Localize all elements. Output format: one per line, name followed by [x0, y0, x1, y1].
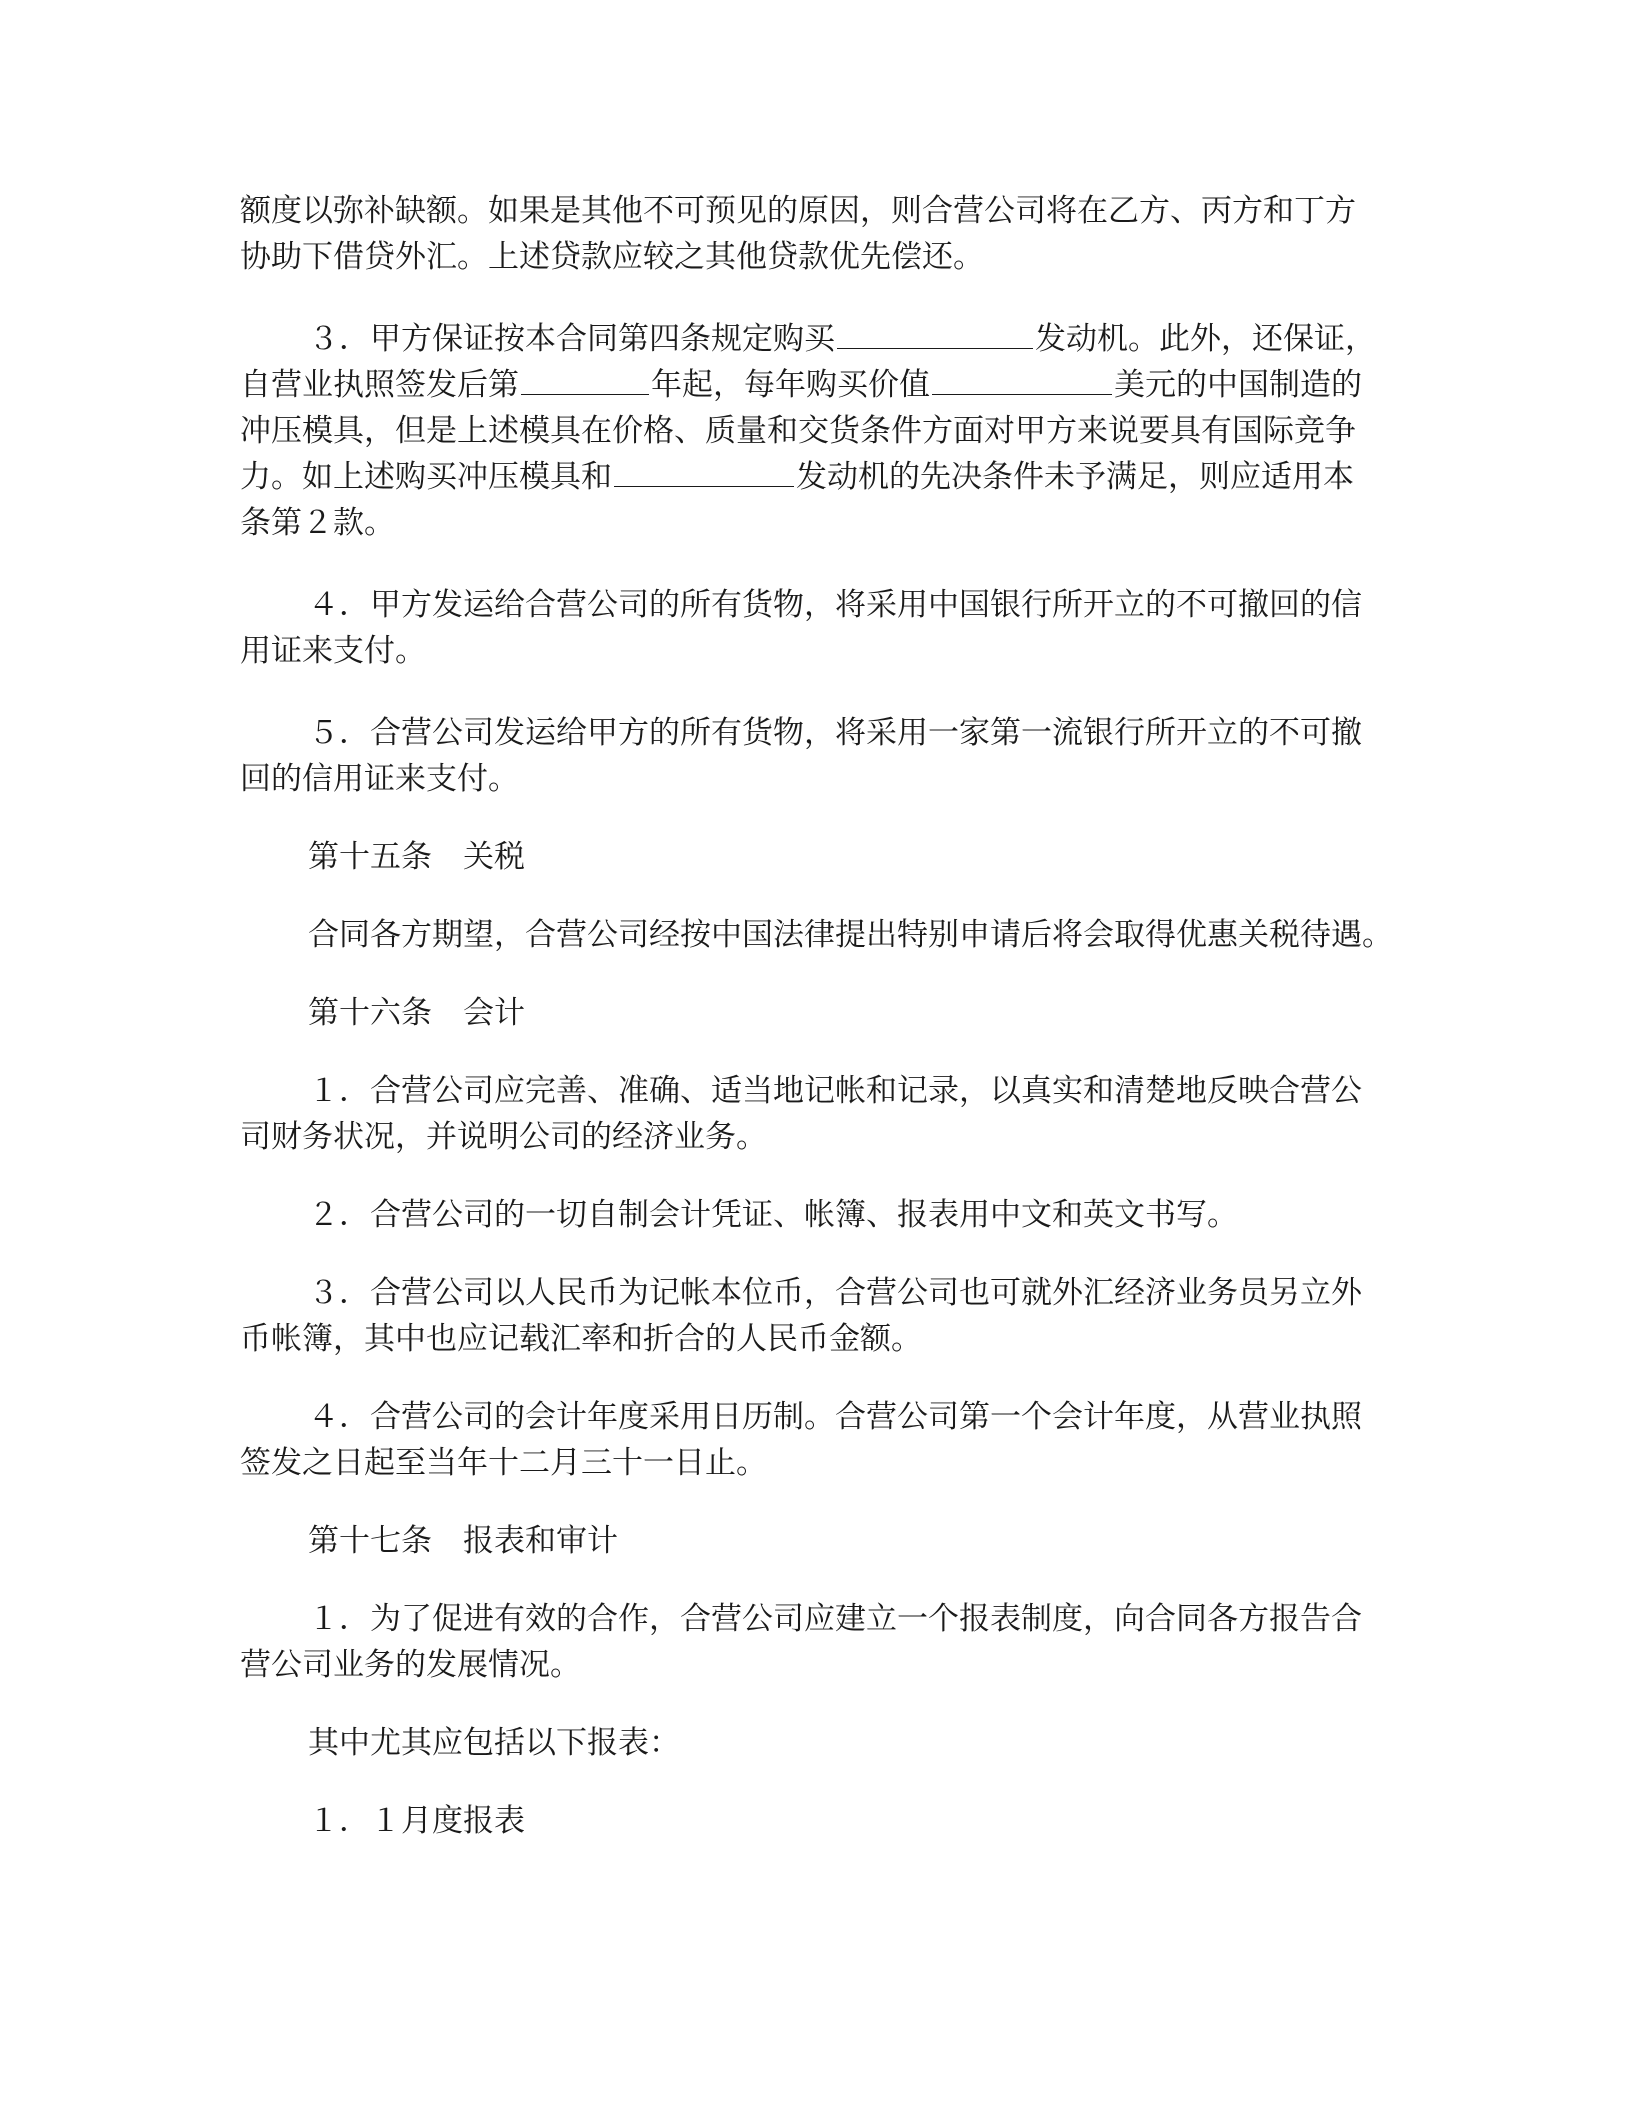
text-line: ２．合营公司的一切自制会计凭证、帐簿、报表用中文和英文书写。 [308, 1197, 1238, 1233]
text-fragment: 自营业执照签发后第 [240, 367, 519, 403]
text-line: 额度以弥补缺额。如果是其他不可预见的原因，则合营公司将在乙方、丙方和丁方 [240, 193, 1356, 229]
document-page [240, 188, 1393, 1844]
paragraph-monthly-report [240, 1798, 1384, 1844]
text-line: 合同各方期望，合营公司经按中国法律提出特别申请后将会取得优惠关税待遇。 [308, 917, 1393, 953]
paragraph-tariff [240, 912, 1393, 958]
heading-text: 第十七条 报表和审计 [308, 1523, 618, 1559]
text-line: ５．合营公司发运给甲方的所有货物，将采用一家第一流银行所开立的不可撤 [308, 715, 1362, 751]
paragraph-reports-list-intro [240, 1720, 1384, 1766]
heading-article-15 [240, 834, 1384, 880]
text-line: 条第２款。 [240, 505, 395, 541]
text-line: 其中尤其应包括以下报表： [308, 1725, 680, 1761]
text-line: ４．合营公司的会计年度采用日历制。合营公司第一个会计年度，从营业执照 [308, 1399, 1362, 1435]
heading-article-16 [240, 990, 1384, 1036]
paragraph-accounting-4 [240, 1394, 1384, 1486]
text-line: 用证来支付。 [240, 633, 426, 669]
heading-text: 第十五条 关税 [308, 839, 525, 875]
text-fragment: 发动机的先决条件未予满足，则应适用本 [796, 459, 1354, 495]
text-line: 营公司业务的发展情况。 [240, 1647, 581, 1683]
heading-article-17 [240, 1518, 1384, 1564]
paragraph-clause-4-shipment [240, 582, 1384, 674]
text-line: 币帐簿，其中也应记载汇率和折合的人民币金额。 [240, 1321, 922, 1357]
text-fragment: 发动机。此外，还保证， [1035, 321, 1376, 357]
fill-in-blank [837, 316, 1033, 349]
text-line: 签发之日起至当年十二月三十一日止。 [240, 1445, 767, 1481]
text-line: １．１月度报表 [308, 1803, 525, 1839]
text-line [240, 316, 1384, 362]
text-fragment: ３．甲方保证按本合同第四条规定购买 [308, 321, 835, 357]
heading-text: 第十六条 会计 [308, 995, 525, 1031]
paragraph-reports-1 [240, 1596, 1384, 1688]
fill-in-blank [521, 362, 649, 395]
paragraph-accounting-2 [240, 1192, 1384, 1238]
paragraph-clause-3-purchase [240, 316, 1384, 546]
text-line: １．合营公司应完善、准确、适当地记帐和记录，以真实和清楚地反映合营公 [308, 1073, 1362, 1109]
text-line: 回的信用证来支付。 [240, 761, 519, 797]
text-line [240, 362, 1384, 408]
text-fragment: 力。如上述购买冲压模具和 [240, 459, 612, 495]
text-line: １．为了促进有效的合作，合营公司应建立一个报表制度，向合同各方报告合 [308, 1601, 1362, 1637]
text-fragment: 美元的中国制造的 [1114, 367, 1362, 403]
fill-in-blank [614, 454, 794, 487]
text-line: 冲压模具，但是上述模具在价格、质量和交货条件方面对甲方来说要具有国际竞争 [240, 413, 1356, 449]
text-line [240, 454, 1384, 500]
paragraph-accounting-1 [240, 1068, 1384, 1160]
text-fragment: 年起，每年购买价值 [651, 367, 930, 403]
text-line: 司财务状况，并说明公司的经济业务。 [240, 1119, 767, 1155]
paragraph-accounting-3 [240, 1270, 1384, 1362]
paragraph-loan-repayment [240, 188, 1384, 280]
fill-in-blank [932, 362, 1112, 395]
text-line: ３．合营公司以人民币为记帐本位币，合营公司也可就外汇经济业务员另立外 [308, 1275, 1362, 1311]
paragraph-clause-5-shipment [240, 710, 1384, 802]
text-line: ４．甲方发运给合营公司的所有货物，将采用中国银行所开立的不可撤回的信 [308, 587, 1362, 623]
text-line: 协助下借贷外汇。上述贷款应较之其他贷款优先偿还。 [240, 239, 984, 275]
